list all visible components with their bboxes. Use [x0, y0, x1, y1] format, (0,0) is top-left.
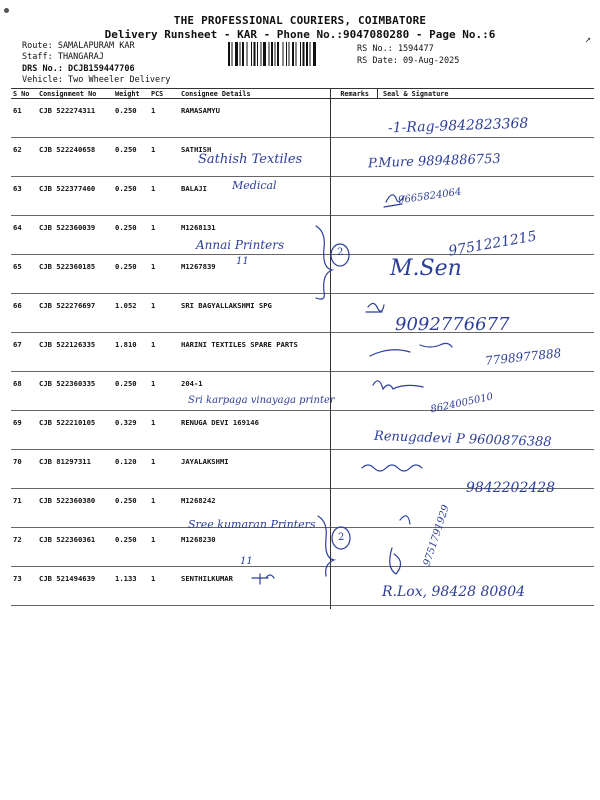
rs-number: RS No.: 1594477: [357, 44, 434, 54]
cell-remarks: [327, 138, 371, 177]
handwriting-row64-phone: 9751221215: [447, 228, 538, 260]
handwriting-row69-sign: Renugadevi P 9600876388: [373, 428, 552, 451]
cell-details: JAYALAKSHMI: [179, 450, 327, 489]
cell-details: M1268131: [179, 216, 327, 255]
handwriting-row67-sign: 7798977888: [484, 346, 562, 368]
cell-remarks: [327, 255, 371, 294]
cell-pcs: 1: [149, 216, 179, 255]
handwriting-row62-name: Sathish Textiles: [198, 152, 303, 167]
handwriting-row71-name: Sree kumaran Printers: [188, 518, 316, 531]
barcode-bar: [232, 42, 233, 66]
handwriting-row63-sign: 9665824064: [397, 186, 463, 207]
barcode-bar: [228, 42, 230, 66]
handwriting-row68-sign: 8624005010: [429, 391, 495, 416]
cell-details: M1267839: [179, 255, 327, 294]
rs-date: RS Date: 09-Aug-2025: [357, 56, 460, 66]
barcode-bar: [292, 42, 294, 66]
cell-remarks: [327, 489, 371, 528]
cell-remarks: [327, 216, 371, 255]
cell-pcs: 1: [149, 450, 179, 489]
document-title: THE PROFESSIONAL COURIERS, COIMBATORE: [173, 14, 427, 27]
cell-remarks: [327, 411, 371, 450]
cell-details: RAMASAMYU: [179, 99, 327, 138]
cell-sno: 61: [11, 99, 37, 138]
cell-remarks: [327, 567, 371, 606]
cell-cons: CJB 522360185: [37, 255, 113, 294]
barcode-bar: [242, 42, 244, 66]
cell-remarks: [327, 177, 371, 216]
barcode-bar: [286, 42, 287, 66]
cell-weight: 0.250: [113, 216, 149, 255]
barcode-bar: [313, 42, 316, 66]
arrow-mark-icon: ↗: [585, 34, 592, 45]
col-weight: Weight: [113, 89, 149, 99]
col-remarks: Remarks: [327, 89, 371, 99]
cell-pcs: 1: [149, 333, 179, 372]
barcode-bar: [247, 42, 248, 66]
handwriting-row73-sign: R.Lox, 98428 80804: [382, 584, 526, 600]
handwriting-row71-phone: 9751791929: [421, 503, 452, 568]
cell-cons: CJB 522360039: [37, 216, 113, 255]
barcode-bar: [306, 42, 308, 66]
col-consignee: Consignee Details: [179, 89, 327, 99]
handwriting-row68-name: Sri karpaga vinayaga printer: [188, 395, 335, 406]
barcode-bar: [271, 42, 273, 66]
cell-details: M1268242: [179, 489, 327, 528]
cell-details: HARINI TEXTILES SPARE PARTS: [179, 333, 327, 372]
cell-cons: CJB 522240658: [37, 138, 113, 177]
cell-weight: 0.250: [113, 528, 149, 567]
cell-weight: 1.133: [113, 567, 149, 606]
corner-dot: [4, 8, 9, 13]
cell-cons: CJB 522360380: [37, 489, 113, 528]
cell-weight: 0.250: [113, 489, 149, 528]
cell-pcs: 1: [149, 489, 179, 528]
cell-pcs: 1: [149, 567, 179, 606]
col-signature: Seal & Signature: [371, 89, 594, 99]
table-header: [11, 89, 594, 99]
staff-text: Staff: THANGARAJ: [22, 52, 104, 62]
barcode-bar: [269, 42, 270, 66]
cell-weight: 0.329: [113, 411, 149, 450]
cell-weight: 0.250: [113, 177, 149, 216]
cell-cons: CJB 522274311: [37, 99, 113, 138]
barcode-bar: [310, 42, 311, 66]
remarks-header-divider: [377, 88, 378, 98]
cell-remarks: [327, 450, 371, 489]
cell-sno: 68: [11, 372, 37, 411]
cell-sno: 71: [11, 489, 37, 528]
cell-sno: 62: [11, 138, 37, 177]
table-row: [11, 138, 594, 177]
remarks-divider: [330, 88, 331, 609]
barcode-bar: [275, 42, 276, 66]
cell-remarks: [327, 528, 371, 567]
cell-weight: 1.810: [113, 333, 149, 372]
cell-sno: 73: [11, 567, 37, 606]
cell-cons: CJB 522126335: [37, 333, 113, 372]
barcode-bar: [254, 42, 256, 66]
barcode-bar: [289, 42, 290, 66]
cell-pcs: 1: [149, 411, 179, 450]
cell-cons: CJB 522360361: [37, 528, 113, 567]
cell-remarks: [327, 294, 371, 333]
barcode-bar: [240, 42, 241, 66]
cell-details: M1268230: [179, 528, 327, 567]
barcode-bar: [283, 42, 284, 66]
cell-cons: CJB 522276697: [37, 294, 113, 333]
barcode-bar: [257, 42, 258, 66]
handwriting-row64-sign: M.Sen: [390, 256, 462, 281]
handwriting-row61: -1-Rag-9842823368: [387, 115, 529, 137]
cell-weight: 1.052: [113, 294, 149, 333]
handwriting-circle-number-2: 2: [338, 532, 345, 543]
cell-cons: CJB 522377460: [37, 177, 113, 216]
cell-details: 204-1: [179, 372, 327, 411]
cell-weight: 0.250: [113, 255, 149, 294]
col-consignment: Consignment No: [37, 89, 113, 99]
cell-details: RENUGA DEVI 169146: [179, 411, 327, 450]
cell-details: SATHISH: [179, 138, 327, 177]
cell-sno: 63: [11, 177, 37, 216]
cell-details: SRI BAGYALLAKSHMI SPG: [179, 294, 327, 333]
barcode-bar: [261, 42, 262, 66]
cell-details: SENTHILKUMAR: [179, 567, 327, 606]
route-text: Route: SAMALAPURAM KAR: [22, 41, 135, 51]
vehicle-text: Vehicle: Two Wheeler Delivery: [22, 75, 171, 85]
cell-pcs: 1: [149, 138, 179, 177]
cell-cons: CJB 521494639: [37, 567, 113, 606]
cell-sno: 64: [11, 216, 37, 255]
handwriting-row64-name: Annai Printers: [196, 238, 285, 252]
handwriting-row65-ditto: 11: [236, 256, 249, 267]
barcode-bar: [251, 42, 252, 66]
handwriting-row70-sign: 9842202428: [466, 480, 556, 496]
col-pcs: PCS: [149, 89, 179, 99]
handwriting-row63-name: Medical: [232, 179, 277, 192]
handwriting-row62-sign: P.Mure 9894886753: [367, 151, 501, 172]
handwriting-circle-number-1: 2: [337, 247, 344, 258]
cell-weight: 0.250: [113, 99, 149, 138]
document-subtitle: Delivery Runsheet - KAR - Phone No.:9047080280 - Page No.:6: [104, 28, 496, 41]
cell-pcs: 1: [149, 372, 179, 411]
handwriting-row66-sign: 9092776677: [395, 314, 510, 335]
cell-cons: CJB 522360335: [37, 372, 113, 411]
cell-pcs: 1: [149, 294, 179, 333]
drs-number: DRS No.: DCJB159447706: [22, 64, 135, 74]
cell-pcs: 1: [149, 255, 179, 294]
cell-sno: 72: [11, 528, 37, 567]
table-row: [11, 528, 594, 567]
cell-remarks: [327, 333, 371, 372]
cell-sno: 67: [11, 333, 37, 372]
table-row: [11, 255, 594, 294]
cell-weight: 0.250: [113, 372, 149, 411]
barcode-bar: [300, 42, 301, 66]
barcode-bar: [296, 42, 297, 66]
cell-weight: 0.250: [113, 138, 149, 177]
cell-signature: [371, 528, 594, 567]
cell-pcs: 1: [149, 528, 179, 567]
cell-sno: 65: [11, 255, 37, 294]
cell-sno: 66: [11, 294, 37, 333]
cell-cons: CJB 522210105: [37, 411, 113, 450]
cell-sno: 69: [11, 411, 37, 450]
handwriting-row72-ditto: 11: [240, 556, 253, 567]
barcode-bar: [303, 42, 305, 66]
cell-weight: 0.120: [113, 450, 149, 489]
barcode-bar: [263, 42, 266, 66]
cell-details: BALAJI: [179, 177, 327, 216]
barcode-bar: [277, 42, 279, 66]
cell-pcs: 1: [149, 177, 179, 216]
cell-cons: CJB 81297311: [37, 450, 113, 489]
cell-remarks: [327, 99, 371, 138]
cell-sno: 70: [11, 450, 37, 489]
barcode: [228, 42, 350, 66]
barcode-bar: [235, 42, 238, 66]
cell-pcs: 1: [149, 99, 179, 138]
table-row: [11, 177, 594, 216]
col-sno: S No: [11, 89, 37, 99]
